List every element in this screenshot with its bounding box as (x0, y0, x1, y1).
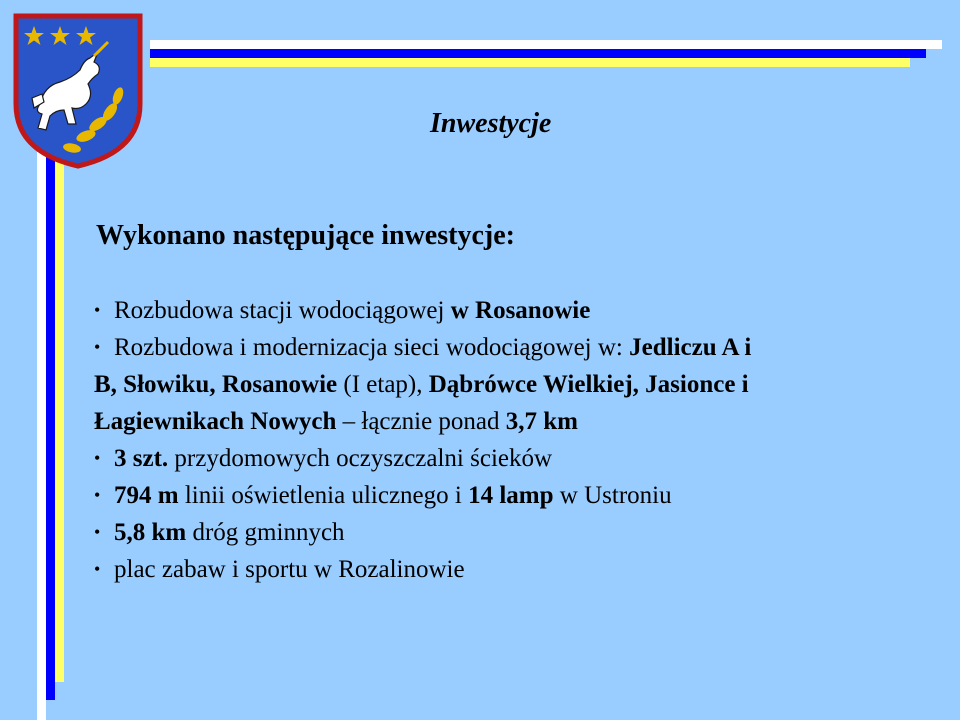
item-bold-text: 14 lamp (468, 482, 554, 509)
item-text: przydomowych oczyszczalni ścieków (168, 445, 553, 472)
slide-subtitle: Wykonano następujące inwestycje: (96, 220, 515, 251)
list-item (94, 440, 934, 477)
bullet-icon: • (94, 300, 101, 320)
list-item (94, 329, 934, 366)
bullet-icon: • (94, 485, 101, 505)
bullet-icon: • (94, 559, 101, 579)
item-bold-text: B, Słowiku, Rosanowie (94, 371, 338, 398)
item-bold-text: 3,7 km (505, 408, 578, 435)
item-bold-text: Łagiewnikach Nowych (94, 408, 337, 435)
item-text: plac zabaw i sportu w Rozalinowie (114, 556, 465, 583)
item-bold-text: Jedliczu A i (629, 334, 752, 361)
list-item (94, 514, 934, 551)
investments-list (94, 292, 934, 588)
left-white-stripe (37, 152, 46, 720)
item-text: Rozbudowa i modernizacja sieci wodociągowej w: (114, 334, 630, 361)
list-item (94, 292, 934, 329)
left-yellow-stripe (55, 152, 64, 682)
bullet-icon: • (94, 448, 101, 468)
item-text: linii oświetlenia ulicznego i (178, 482, 469, 509)
item-bold-text: 3 szt. (114, 445, 169, 472)
item-text: Rozbudowa stacji wodociągowej (114, 297, 451, 324)
top-white-stripe (150, 40, 942, 49)
item-text: w Ustroniu (553, 482, 672, 509)
item-bold-text: w Rosanowie (450, 297, 591, 324)
list-item-continuation (94, 366, 934, 403)
list-item (94, 551, 934, 588)
left-blue-stripe (46, 152, 55, 700)
bullet-icon: • (94, 337, 101, 357)
coat-of-arms-unicorn-icon (10, 12, 146, 170)
item-bold-text: Dąbrówce Wielkiej, Jasionce i (428, 371, 749, 398)
list-item (94, 477, 934, 514)
slide-title: Inwestycje (430, 108, 552, 139)
item-bold-text: 794 m (114, 482, 179, 509)
item-text: – łącznie ponad (336, 408, 506, 435)
top-yellow-stripe (150, 58, 910, 67)
bullet-icon: • (94, 522, 101, 542)
list-item-continuation (94, 403, 934, 440)
item-text: (I etap), (337, 371, 429, 398)
item-text: dróg gminnych (186, 519, 345, 546)
item-bold-text: 5,8 km (114, 519, 187, 546)
top-blue-stripe (150, 49, 926, 58)
